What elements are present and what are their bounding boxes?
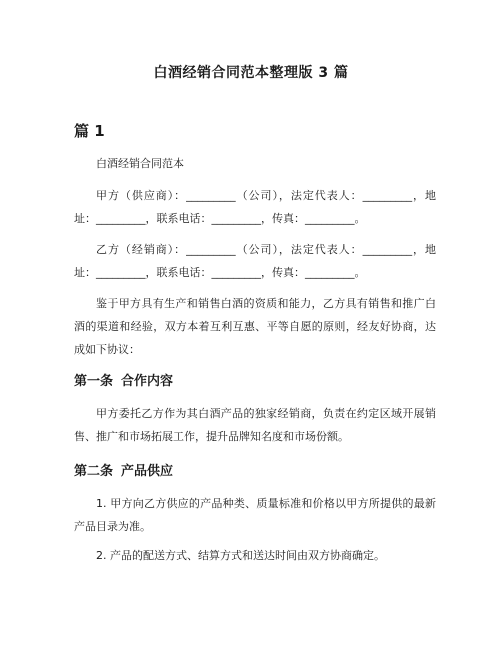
part-heading: 篇 1 — [74, 122, 105, 140]
article-2-number: 第二条 — [74, 464, 114, 479]
article-1-heading — [74, 370, 173, 389]
article-1-body: 甲方委托乙方作为其白酒产品的独家经销商，负责在约定区域开展销售、推广和市场拓展工作，提升品牌知名度和市场份额。 — [74, 407, 436, 443]
document-title: 白酒经销合同范本整理版 3 篇 — [153, 65, 349, 81]
article-1-title: 合作内容 — [121, 374, 174, 389]
contract-name: 白酒经销合同范本 — [96, 157, 184, 170]
article-2-item-1: 1. 甲方向乙方供应的产品种类、质量标准和价格以甲方所提供的最新产品目录为准。 — [74, 497, 436, 533]
article-2-title: 产品供应 — [121, 464, 174, 479]
article-2-item-2: 2. 产品的配送方式、结算方式和送达时间由双方协商确定。 — [96, 549, 385, 562]
preamble-paragraph: 鉴于甲方具有生产和销售白酒的资质和能力，乙方具有销售和推广白酒的渠道和经验，双方本着互利互惠、平等自愿的原则，经友好协商，达成如下协议： — [74, 297, 436, 356]
article-1-number: 第一条 — [74, 374, 114, 389]
party-b-paragraph: 乙方（经销商）：_________（公司），法定代表人：_________，地址：_________，联系电话：_________，传真：_________。 — [74, 243, 436, 279]
party-a-paragraph: 甲方（供应商）：_________（公司），法定代表人：_________，地址：_________，联系电话：_________，传真：_________。 — [74, 189, 436, 225]
article-2-heading — [74, 460, 173, 479]
